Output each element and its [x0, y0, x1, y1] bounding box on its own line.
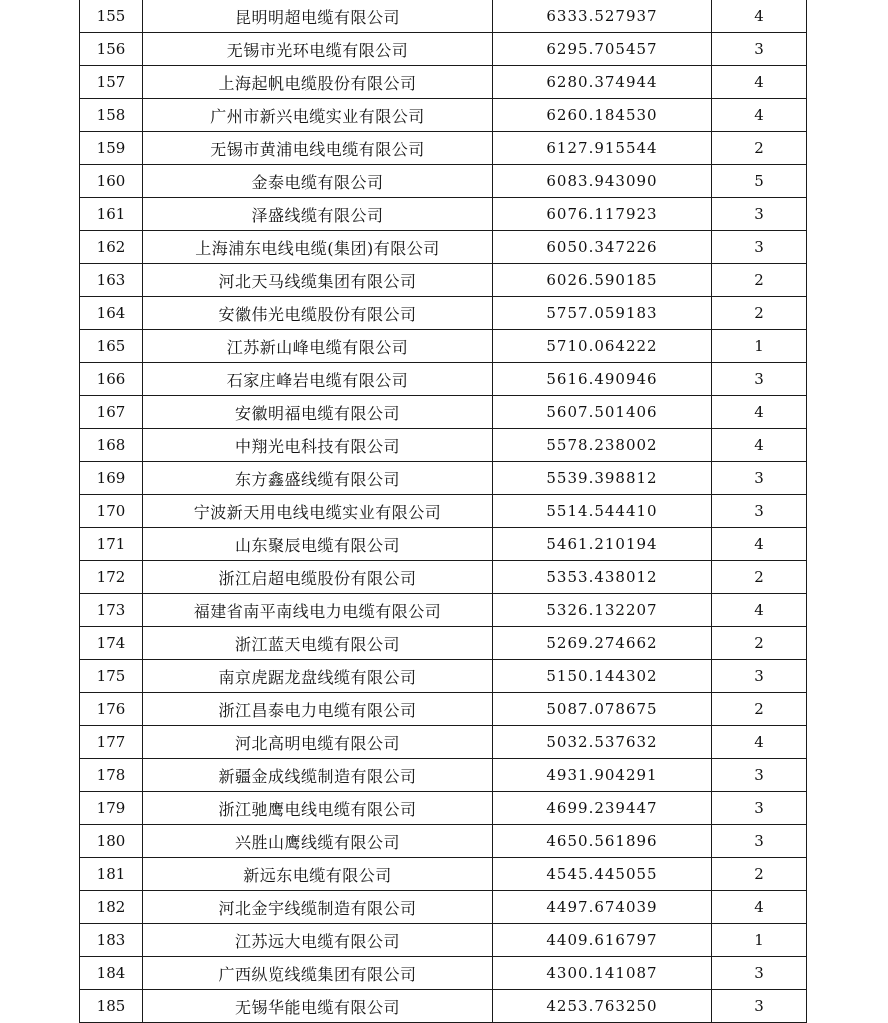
company-cell: 上海起帆电缆股份有限公司	[143, 66, 493, 99]
count-cell: 2	[712, 132, 807, 165]
count-cell: 2	[712, 297, 807, 330]
table-row	[80, 0, 807, 33]
company-cell: 河北高明电缆有限公司	[143, 726, 493, 759]
table-row	[80, 825, 807, 858]
rank-cell: 163	[80, 264, 143, 297]
company-cell: 新远东电缆有限公司	[143, 858, 493, 891]
company-cell: 无锡市光环电缆有限公司	[143, 33, 493, 66]
rank-cell: 180	[80, 825, 143, 858]
value-cell: 6050.347226	[493, 231, 712, 264]
rank-cell: 164	[80, 297, 143, 330]
company-cell: 广州市新兴电缆实业有限公司	[143, 99, 493, 132]
rank-cell: 172	[80, 561, 143, 594]
value-cell: 5514.544410	[493, 495, 712, 528]
value-cell: 5269.274662	[493, 627, 712, 660]
value-cell: 6280.374944	[493, 66, 712, 99]
company-cell: 兴胜山鹰线缆有限公司	[143, 825, 493, 858]
count-cell: 3	[712, 33, 807, 66]
count-cell: 3	[712, 495, 807, 528]
count-cell: 4	[712, 99, 807, 132]
ranking-table-body	[80, 0, 807, 1023]
company-cell: 金泰电缆有限公司	[143, 165, 493, 198]
rank-cell: 171	[80, 528, 143, 561]
count-cell: 4	[712, 396, 807, 429]
table-row	[80, 99, 807, 132]
table-row	[80, 165, 807, 198]
rank-cell: 176	[80, 693, 143, 726]
ranking-table-container	[79, 0, 807, 1023]
rank-cell: 156	[80, 33, 143, 66]
table-row	[80, 924, 807, 957]
company-cell: 东方鑫盛线缆有限公司	[143, 462, 493, 495]
table-row	[80, 264, 807, 297]
value-cell: 5607.501406	[493, 396, 712, 429]
count-cell: 4	[712, 0, 807, 33]
count-cell: 4	[712, 891, 807, 924]
value-cell: 5757.059183	[493, 297, 712, 330]
table-row	[80, 132, 807, 165]
company-cell: 安徽伟光电缆股份有限公司	[143, 297, 493, 330]
table-row	[80, 396, 807, 429]
count-cell: 4	[712, 594, 807, 627]
table-row	[80, 462, 807, 495]
company-cell: 河北金宇线缆制造有限公司	[143, 891, 493, 924]
value-cell: 6076.117923	[493, 198, 712, 231]
table-row	[80, 363, 807, 396]
table-row	[80, 627, 807, 660]
value-cell: 6127.915544	[493, 132, 712, 165]
value-cell: 4931.904291	[493, 759, 712, 792]
value-cell: 4409.616797	[493, 924, 712, 957]
count-cell: 3	[712, 957, 807, 990]
company-cell: 石家庄峰岩电缆有限公司	[143, 363, 493, 396]
value-cell: 4650.561896	[493, 825, 712, 858]
company-cell: 泽盛线缆有限公司	[143, 198, 493, 231]
company-cell: 无锡华能电缆有限公司	[143, 990, 493, 1023]
rank-cell: 160	[80, 165, 143, 198]
value-cell: 5616.490946	[493, 363, 712, 396]
rank-cell: 177	[80, 726, 143, 759]
rank-cell: 161	[80, 198, 143, 231]
value-cell: 5326.132207	[493, 594, 712, 627]
company-cell: 新疆金成线缆制造有限公司	[143, 759, 493, 792]
company-cell: 浙江驰鹰电线电缆有限公司	[143, 792, 493, 825]
value-cell: 4545.445055	[493, 858, 712, 891]
rank-cell: 184	[80, 957, 143, 990]
count-cell: 3	[712, 825, 807, 858]
value-cell: 5353.438012	[493, 561, 712, 594]
count-cell: 3	[712, 462, 807, 495]
rank-cell: 166	[80, 363, 143, 396]
table-row	[80, 660, 807, 693]
table-row	[80, 957, 807, 990]
rank-cell: 159	[80, 132, 143, 165]
rank-cell: 162	[80, 231, 143, 264]
table-row	[80, 759, 807, 792]
company-cell: 南京虎踞龙盘线缆有限公司	[143, 660, 493, 693]
table-row	[80, 231, 807, 264]
company-cell: 福建省南平南线电力电缆有限公司	[143, 594, 493, 627]
value-cell: 5578.238002	[493, 429, 712, 462]
rank-cell: 165	[80, 330, 143, 363]
company-cell: 安徽明福电缆有限公司	[143, 396, 493, 429]
value-cell: 5032.537632	[493, 726, 712, 759]
rank-cell: 178	[80, 759, 143, 792]
company-cell: 河北天马线缆集团有限公司	[143, 264, 493, 297]
count-cell: 2	[712, 561, 807, 594]
rank-cell: 158	[80, 99, 143, 132]
count-cell: 2	[712, 264, 807, 297]
count-cell: 3	[712, 660, 807, 693]
count-cell: 4	[712, 66, 807, 99]
table-row	[80, 891, 807, 924]
company-cell: 无锡市黄浦电线电缆有限公司	[143, 132, 493, 165]
table-row	[80, 198, 807, 231]
rank-cell: 174	[80, 627, 143, 660]
company-cell: 广西纵览线缆集团有限公司	[143, 957, 493, 990]
company-cell: 昆明明超电缆有限公司	[143, 0, 493, 33]
value-cell: 5710.064222	[493, 330, 712, 363]
rank-cell: 179	[80, 792, 143, 825]
company-cell: 山东聚辰电缆有限公司	[143, 528, 493, 561]
rank-cell: 170	[80, 495, 143, 528]
rank-cell: 157	[80, 66, 143, 99]
table-row	[80, 726, 807, 759]
count-cell: 3	[712, 231, 807, 264]
rank-cell: 155	[80, 0, 143, 33]
company-cell: 江苏远大电缆有限公司	[143, 924, 493, 957]
rank-cell: 181	[80, 858, 143, 891]
company-cell: 中翔光电科技有限公司	[143, 429, 493, 462]
value-cell: 4699.239447	[493, 792, 712, 825]
rank-cell: 167	[80, 396, 143, 429]
table-row	[80, 693, 807, 726]
count-cell: 4	[712, 528, 807, 561]
table-row	[80, 858, 807, 891]
company-cell: 浙江昌泰电力电缆有限公司	[143, 693, 493, 726]
count-cell: 4	[712, 726, 807, 759]
table-row	[80, 66, 807, 99]
count-cell: 3	[712, 792, 807, 825]
ranking-table	[79, 0, 807, 1023]
value-cell: 4253.763250	[493, 990, 712, 1023]
company-cell: 浙江蓝天电缆有限公司	[143, 627, 493, 660]
table-row	[80, 33, 807, 66]
count-cell: 3	[712, 363, 807, 396]
count-cell: 2	[712, 858, 807, 891]
value-cell: 6026.590185	[493, 264, 712, 297]
value-cell: 5539.398812	[493, 462, 712, 495]
company-cell: 江苏新山峰电缆有限公司	[143, 330, 493, 363]
table-row	[80, 792, 807, 825]
rank-cell: 169	[80, 462, 143, 495]
value-cell: 5087.078675	[493, 693, 712, 726]
table-row	[80, 561, 807, 594]
count-cell: 4	[712, 429, 807, 462]
count-cell: 2	[712, 693, 807, 726]
value-cell: 6333.527937	[493, 0, 712, 33]
rank-cell: 183	[80, 924, 143, 957]
count-cell: 1	[712, 924, 807, 957]
value-cell: 6260.184530	[493, 99, 712, 132]
table-row	[80, 528, 807, 561]
count-cell: 2	[712, 627, 807, 660]
rank-cell: 185	[80, 990, 143, 1023]
count-cell: 3	[712, 759, 807, 792]
rank-cell: 182	[80, 891, 143, 924]
value-cell: 6295.705457	[493, 33, 712, 66]
table-row	[80, 594, 807, 627]
count-cell: 3	[712, 198, 807, 231]
rank-cell: 173	[80, 594, 143, 627]
value-cell: 6083.943090	[493, 165, 712, 198]
value-cell: 5150.144302	[493, 660, 712, 693]
count-cell: 1	[712, 330, 807, 363]
company-cell: 宁波新天用电线电缆实业有限公司	[143, 495, 493, 528]
table-row	[80, 330, 807, 363]
count-cell: 5	[712, 165, 807, 198]
count-cell: 3	[712, 990, 807, 1023]
table-row	[80, 429, 807, 462]
value-cell: 5461.210194	[493, 528, 712, 561]
company-cell: 浙江启超电缆股份有限公司	[143, 561, 493, 594]
table-row	[80, 495, 807, 528]
table-row	[80, 297, 807, 330]
rank-cell: 175	[80, 660, 143, 693]
value-cell: 4497.674039	[493, 891, 712, 924]
value-cell: 4300.141087	[493, 957, 712, 990]
rank-cell: 168	[80, 429, 143, 462]
company-cell: 上海浦东电线电缆(集团)有限公司	[143, 231, 493, 264]
